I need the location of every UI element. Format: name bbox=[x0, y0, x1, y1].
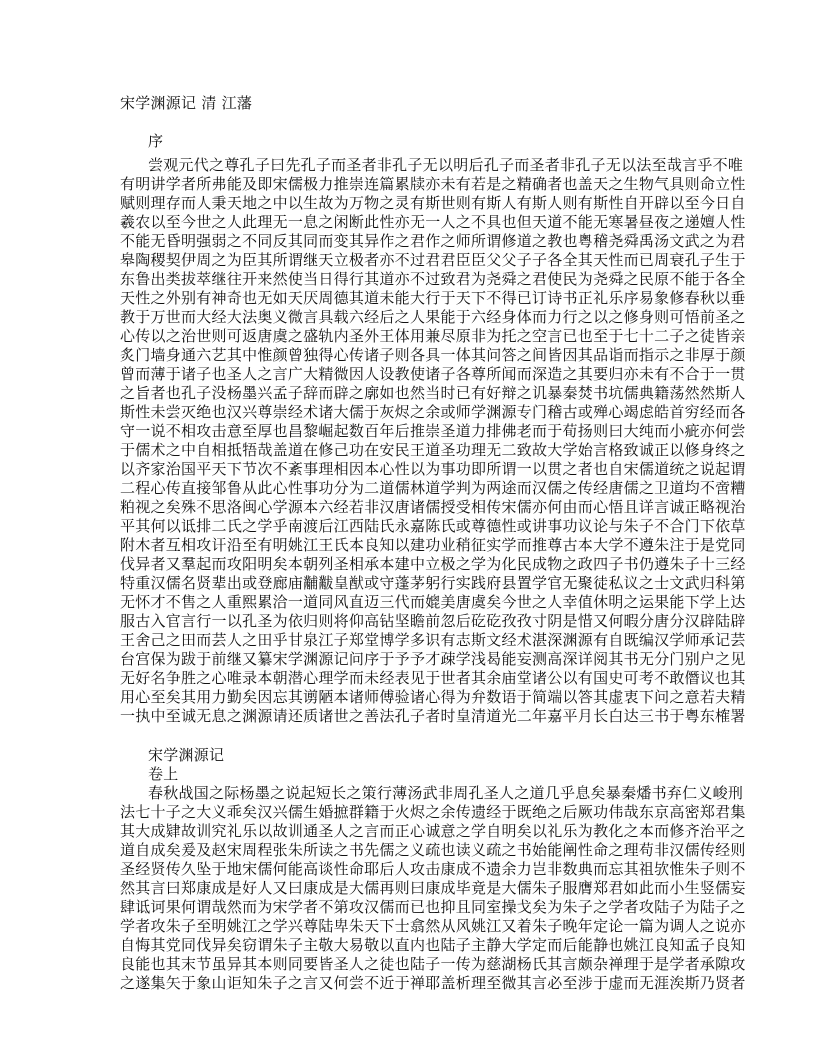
text-line: 心传以之治世则可返唐虞之盛轨内圣外王体用兼尽原非为托之空言已也至于七十二子之徒皆亲 bbox=[120, 327, 746, 345]
preface-body bbox=[120, 156, 746, 726]
text-line: 之旨者也孔子没杨墨兴孟子辞而辟之廓如也然当时已有好辩之讥暴秦焚书坑儒典籍荡然然斯人 bbox=[120, 384, 746, 402]
text-line: 春秋战国之际杨墨之说起短长之策行薄汤武非周孔圣人之道几乎息矣暴秦燔书弃仁义峻刑 bbox=[148, 784, 744, 802]
text-line: 东鲁出类拔萃继往开来然使当日得行其道亦不过致君为尧舜之君使民为尧舜之民原不能于各全 bbox=[120, 270, 746, 288]
text-line: 然其言曰郑康成是好人又曰康成是大儒再则曰康成毕竟是大儒朱子服膺郑君如此而小生竖儒妄 bbox=[120, 879, 746, 897]
book-title: 宋学渊源记 bbox=[148, 746, 225, 764]
text-line: 不能无昏明强弱之不同反其同而变其异作之君作之师所谓修道之教也粤稽尧舜禹汤文武之为君 bbox=[120, 232, 746, 250]
text-line: 道自成矣爰及赵宋周程张朱所读之书先儒之义疏也读义疏之书始能阐性命之理苟非汉儒传经则 bbox=[120, 841, 746, 859]
text-line: 附木者互相攻讦沿至有明姚江王氏本良知以建功业稍征实学而推尊古本大学不遵朱注于是党同 bbox=[120, 536, 746, 554]
text-line: 赋则理存而人秉天地之中以生故为万物之灵有斯世则有斯人有斯人则有斯性自开辟以至今日自 bbox=[120, 194, 746, 212]
preface-heading: 序 bbox=[148, 132, 164, 150]
text-line: 守一说不相攻击意至厚也昌黎崛起数百年后推崇圣道力排佛老而于荀扬则曰大纯而小疵亦何尝 bbox=[120, 422, 746, 440]
text-line: 学者攻朱子至明姚江之学兴尊陆卑朱天下士翕然从风姚江又着朱子晚年定论一篇为调人之说亦 bbox=[120, 917, 746, 935]
text-line: 圣经贤传久坠于地宋儒何能高谈性命耶后人攻击康成不遗余力岂非数典而忘其祖欤惟朱子则不 bbox=[120, 860, 746, 878]
text-line: 曾而薄于诸子也圣人之言广大精微因人设教使诸子各尊所闻而深造之其要归亦未有不合于一贯 bbox=[120, 365, 746, 383]
text-line: 良能也其末节虽异其本则同要皆圣人之徒也陆子一传为慈湖杨氏其言颇杂禅理于是学者承隙攻 bbox=[120, 955, 746, 973]
text-line: 一执中至诚无息之渊源请还质诸世之善法孔子者时皇清道光二年嘉平月长白达三书于粤东榷署 bbox=[120, 707, 746, 725]
text-line: 台宫保为跋于前继又纂宋学渊源记问序于予予才疎学浅曷能妄测高深详阅其书无分门别户之见 bbox=[120, 650, 746, 668]
text-line: 尝观元代之尊孔子曰先孔子而圣者非孔子无以明后孔子而圣者非孔子无以法至哉言乎不唯 bbox=[148, 156, 744, 174]
text-line: 其大成肄故训究礼乐以故训通圣人之言而正心诚意之学自明矣以礼乐为教化之本而修齐治平之 bbox=[120, 822, 746, 840]
text-line: 服古入官言行一以孔圣为依归则将仰高钻坚瞻前忽后矻矻孜孜寸阴是惜又何暇分唐分汉辟陆辟 bbox=[120, 612, 746, 630]
text-line: 天性之外别有神奇也无如天厌周德其道未能大行于天下不得已订诗书正礼乐序易象修春秋以垂 bbox=[120, 289, 746, 307]
text-line: 无好名争胜之心唯录本朝潜心理学而未经表见于世者其余庙堂诸公以有国史可考不敢僭议也其 bbox=[120, 669, 746, 687]
text-line: 特重汉儒名贤辈出或登廊庙黼黻皇猷或守蓬茅躬行实践府县置学官无聚徒私议之士文武归科第 bbox=[120, 574, 746, 592]
text-line: 羲农以至今世之人此理无一息之闲断此性亦无一人之不具也但天道不能无寒暑昼夜之递嬗人性 bbox=[120, 213, 746, 231]
text-line: 粕视之矣殊不思洛闽心学源本六经若非汉唐诸儒授受相传宋儒亦何由而心悟且详言诚正略视治 bbox=[120, 498, 746, 516]
text-line: 于儒术之中自相抵牾哉盖道在修己功在安民王道圣功理无二致故大学始言格致诚正以修身终之 bbox=[120, 441, 746, 459]
text-line: 有明讲学者所弗能及即宋儒极力推崇连篇累牍亦未有若是之精确者也盖天之生物气具则命立性 bbox=[120, 175, 746, 193]
text-line: 斯性未尝灭绝也汉兴尊崇经术诸大儒于灰烬之余或师学渊源专门稽古或殚心竭虑皓首穷经而各 bbox=[120, 403, 746, 421]
text-line: 自悔其党同伐异矣窃谓朱子主敬大易敬以直内也陆子主静大学定而后能静也姚江良知孟子良知 bbox=[120, 936, 746, 954]
text-line: 王舍己之田而芸人之田乎甘泉江子郑堂博学多识有志斯文经术湛深渊源有自既编汉学师承记芸 bbox=[120, 631, 746, 649]
text-line: 用心至矣其用力勤矣因忘其谫陋本诸师傅验诸心得为弁数语于简端以答其虚衷下问之意若夫精 bbox=[120, 688, 746, 706]
text-line: 平其何以诋排二氏之学乎南渡后江西陆氏永嘉陈氏或尊德性或讲事功议论与朱子不合门下依草 bbox=[120, 517, 746, 535]
text-line: 以齐家治国平天下节次不紊事理相因本心性以为事功即所谓一以贯之者也自宋儒道统之说起谓 bbox=[120, 460, 746, 478]
text-line: 伐异者又羣起而攻阳明矣本朝列圣相承本建中立极之学为化民成物之政四子书仍遵朱子十三经 bbox=[120, 555, 746, 573]
text-line: 教于万世而大经大法奥义微言具载六经后之人果能于六经身体而力行之以之修身则可悟前圣之 bbox=[120, 308, 746, 326]
document-title: 宋学渊源记 清 江藩 bbox=[120, 94, 253, 112]
volume-heading: 卷上 bbox=[148, 765, 179, 783]
text-line: 之遂集矢于象山讵知朱子之言又何尝不近于禅耶盖析理至微其言必至涉于虚而无涯涘斯乃贤者 bbox=[120, 974, 746, 992]
text-line: 法七十子之大义乖矣汉兴儒生婚摭群籍于火烬之余传遗经于既绝之后厥功伟哉东京高密郑君集 bbox=[120, 803, 746, 821]
text-line: 皋陶稷契伊周之为臣其所谓继天立极者亦不过君君臣臣父父子子各全其天性而已周衰孔子生于 bbox=[120, 251, 746, 269]
text-line: 炙门墙身通六艺其中惟颜曾独得心传诸子则各具一体其问答之间皆因其品诣而指示之非厚于颜 bbox=[120, 346, 746, 364]
main-body bbox=[120, 784, 746, 993]
text-line: 二程心传直接邹鲁从此心性事功分为二道儒林道学判为两途而汉儒之传经唐儒之卫道均不啻糟 bbox=[120, 479, 746, 497]
text-line: 无怀才不售之人重熙累洽一道同风直迈三代而媲美唐虞矣今世之人幸值休明之运果能下学上达 bbox=[120, 593, 746, 611]
text-line: 肆诋诃果何谓哉然而为宋学者不第攻汉儒而已也抑且同室操戈矣为朱子之学者攻陆子为陆子之 bbox=[120, 898, 746, 916]
